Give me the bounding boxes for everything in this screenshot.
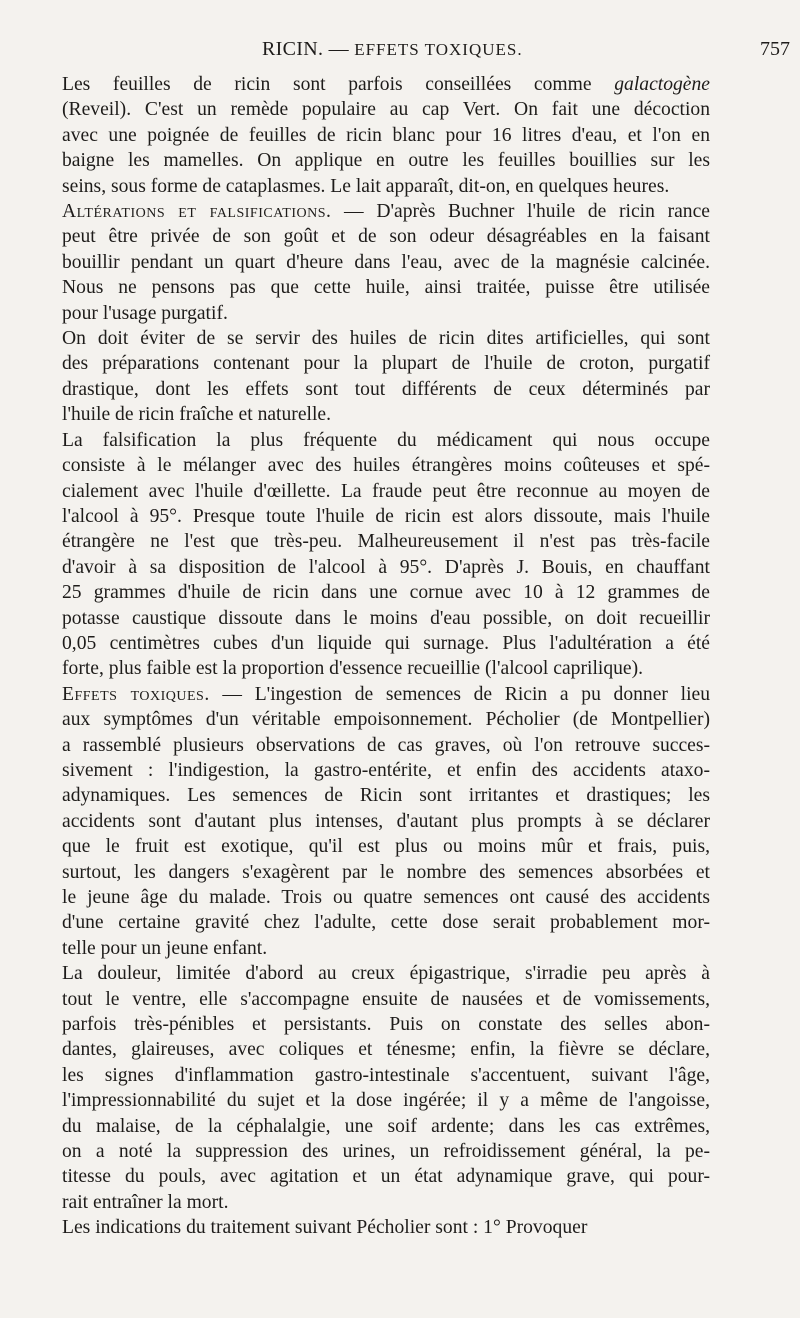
- text-line: forte, plus faible est la proportion d'essence recueillie (l'alcool caprilique).: [62, 658, 644, 680]
- text-line: d'une certaine gravité chez l'adulte, cette dose serait probablement mor-: [62, 912, 710, 934]
- text-line: (Reveil). C'est un remède populaire au cap Vert. On fait une décoction: [62, 99, 710, 121]
- text-line: que le fruit est exotique, qu'il est plus ou moins mûr et frais, puis,: [62, 836, 710, 858]
- paragraph: [62, 682, 710, 961]
- text-line: du malaise, de la céphalalgie, une soif ardente; dans les cas extrêmes,: [62, 1115, 710, 1137]
- line-text: — D'après Buchner l'huile de ricin rance: [331, 201, 710, 223]
- text-line: accidents sont d'autant plus intenses, d'autant plus prompts à se déclarer: [62, 810, 710, 832]
- running-header: [62, 34, 790, 72]
- text-line: étrangère ne l'est que très-peu. Malheureusement il n'est pas très-facile: [62, 531, 710, 553]
- text-line: seins, sous forme de cataplasmes. Le lait apparaît, dit-on, en quelques heures.: [62, 175, 670, 197]
- text-line: on a noté la suppression des urines, un refroidissement général, la pe-: [62, 1141, 710, 1163]
- running-title-sub: EFFETS TOXIQUES.: [354, 40, 523, 59]
- text-line: bouillir pendant un quart d'heure dans l'eau, avec de la magnésie calcinée.: [62, 251, 710, 273]
- text-line: pour l'usage purgatif.: [62, 302, 228, 324]
- text-line: avec une poignée de feuilles de ricin blanc pour 16 litres d'eau, et l'on en: [62, 124, 710, 146]
- paragraph: [62, 1215, 710, 1240]
- text-line: Nous ne pensons pas que cette huile, ainsi traitée, puisse être utilisée: [62, 277, 710, 299]
- page-number: 757: [760, 38, 790, 60]
- text-line: consiste à le mélanger avec des huiles étrangères moins coûteuses et spé-: [62, 455, 710, 477]
- section-heading: Effets toxiques.: [62, 683, 210, 705]
- text-line: La douleur, limitée d'abord au creux épigastrique, s'irradie peu après à: [62, 963, 710, 985]
- paragraph: [62, 72, 710, 199]
- text-line: 0,05 centimètres cubes d'un liquide qui surnage. Plus l'adultération a été: [62, 632, 710, 654]
- text-line: On doit éviter de se servir des huiles de ricin dites artificielles, qui sont: [62, 328, 710, 350]
- text-line: peut être privée de son goût et de son odeur désagréables en la faisant: [62, 226, 710, 248]
- running-title: [262, 38, 523, 61]
- text-line: dantes, glaireuses, avec coliques et ténesme; enfin, la fièvre se déclare,: [62, 1039, 710, 1061]
- text-line: parfois très-pénibles et persistants. Puis on constate des selles abon-: [62, 1014, 710, 1036]
- running-title-dash: —: [328, 38, 349, 60]
- text-line: rait entraîner la mort.: [62, 1191, 229, 1213]
- line-text: — L'ingestion de semences de Ricin a pu donner lieu: [209, 683, 711, 705]
- paragraph: [62, 199, 710, 326]
- text-line: l'impressionnabilité du sujet et la dose ingérée; il y a même de l'angoisse,: [62, 1090, 710, 1112]
- text-line: adynamiques. Les semences de Ricin sont irritantes et drastiques; les: [62, 785, 710, 807]
- text-line: Les indications du traitement suivant Pécholier sont : 1° Provoquer: [62, 1217, 588, 1239]
- text-line: l'alcool à 95°. Presque toute l'huile de ricin est alors dissoute, mais l'huile: [62, 505, 710, 527]
- text-line: a rassemblé plusieurs observations de cas graves, où l'on retrouve succes-: [62, 734, 710, 756]
- text-line: surtout, les dangers s'exagèrent par le nombre des semences absorbées et: [62, 861, 710, 883]
- text-line: Les feuilles de ricin sont parfois conseillées comme galactogène: [62, 74, 710, 95]
- text-line: sivement : l'indigestion, la gastro-entérite, et enfin des accidents ataxo-: [62, 759, 710, 781]
- paragraph: [62, 961, 710, 1215]
- text-line: cialement avec l'huile d'œillette. La fraude peut être reconnue au moyen de: [62, 480, 710, 502]
- section-heading: Altérations et falsifications.: [62, 201, 332, 223]
- text-line: La falsification la plus fréquente du médicament qui nous occupe: [62, 429, 710, 451]
- text-line: 25 grammes d'huile de ricin dans une cornue avec 10 à 12 grammes de: [62, 582, 710, 604]
- text-line: d'avoir à sa disposition de l'alcool à 95°. D'après J. Bouis, en chauffant: [62, 556, 710, 578]
- text-line: drastique, dont les effets sont tout différents de ceux déterminés par: [62, 378, 710, 400]
- text-line: des préparations contenant pour la plupart de l'huile de croton, purgatif: [62, 353, 710, 375]
- running-title-main: RICIN.: [262, 38, 324, 60]
- text-line: les signes d'inflammation gastro-intestinale s'accentuent, suivant l'âge,: [62, 1064, 710, 1086]
- text-line: aux symptômes d'un véritable empoisonnement. Pécholier (de Montpellier): [62, 709, 710, 731]
- paragraph: [62, 326, 710, 428]
- text-line: titesse du pouls, avec agitation et un état adynamique grave, qui pour-: [62, 1166, 710, 1188]
- text-line: baigne les mamelles. On applique en outre les feuilles bouillies sur les: [62, 150, 710, 172]
- italic-term: galactogène: [614, 74, 710, 95]
- text-line: [62, 682, 710, 707]
- text-line: telle pour un jeune enfant.: [62, 937, 268, 959]
- text-line: tout le ventre, elle s'accompagne ensuite de nausées et de vomissements,: [62, 988, 710, 1010]
- page-body: [62, 72, 710, 1241]
- paragraph: [62, 428, 710, 682]
- text-line: le jeune âge du malade. Trois ou quatre semences ont causé des accidents: [62, 887, 710, 908]
- text-line: [62, 199, 710, 224]
- text-line: potasse caustique dissoute dans le moins d'eau possible, on doit recueillir: [62, 607, 710, 629]
- text-line: l'huile de ricin fraîche et naturelle.: [62, 404, 332, 426]
